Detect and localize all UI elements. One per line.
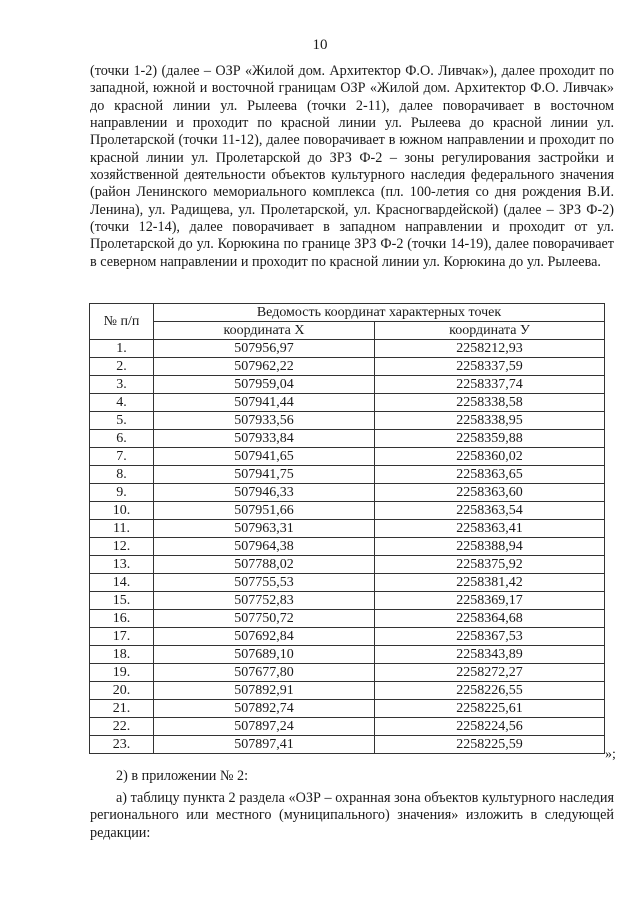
header-coordinate-x: координата X <box>154 322 375 340</box>
point-number-cell: 3. <box>90 376 154 394</box>
table-header-row <box>90 304 605 322</box>
coordinate-x-cell: 507689,10 <box>154 646 375 664</box>
coordinate-x-cell: 507941,65 <box>154 448 375 466</box>
coordinate-x-cell: 507959,04 <box>154 376 375 394</box>
point-number-cell: 18. <box>90 646 154 664</box>
coordinate-y-cell: 2258363,65 <box>375 466 605 484</box>
coordinate-x-cell: 507755,53 <box>154 574 375 592</box>
table-row <box>90 556 605 574</box>
coordinate-y-cell: 2258343,89 <box>375 646 605 664</box>
coordinate-x-cell: 507677,80 <box>154 664 375 682</box>
coordinate-y-cell: 2258225,61 <box>375 700 605 718</box>
coordinate-x-cell: 507752,83 <box>154 592 375 610</box>
coordinate-x-cell: 507897,24 <box>154 718 375 736</box>
coordinate-y-cell: 2258272,27 <box>375 664 605 682</box>
coordinate-x-cell: 507964,38 <box>154 538 375 556</box>
coordinates-table-body <box>90 340 605 754</box>
point-number-cell: 9. <box>90 484 154 502</box>
coordinate-x-cell: 507941,44 <box>154 394 375 412</box>
table-row <box>90 682 605 700</box>
coordinate-y-cell: 2258224,56 <box>375 718 605 736</box>
coordinate-x-cell: 507788,02 <box>154 556 375 574</box>
coordinate-y-cell: 2258369,17 <box>375 592 605 610</box>
coordinate-y-cell: 2258337,74 <box>375 376 605 394</box>
closing-quote: »; <box>605 747 616 762</box>
point-number-cell: 19. <box>90 664 154 682</box>
boundary-description-paragraph: (точки 1-2) (далее – ОЗР «Жилой дом. Архитектор Ф.О. Ливчак»), далее проходит по западной, южной и восточной границам ОЗР «Жилой дом. Архитектор Ф.О. Ливчак» до красной линии ул. Рылеева (точки 2-11), далее поворачивает в восточном направлении и проходит по красной линии ул. Рылеева до красной линии ул. Пролетарской (точки 11-12), далее поворачивает в южном направлении и проходит по красной линии ул. Пролетарской до ЗРЗ Ф-2 – зоны регулирования застройки и хозяйственной деятельности объектов культурного наследия федерального значения (район Ленинского мемориального комплекса (пл. 100-летия со дня рождения В.И. Ленина), ул. Радищева, ул. Пролетарской, ул. Красногвардейской) (далее – ЗРЗ Ф-2) (точки 12-14), далее поворачивает в западном направлении и проходит от ул. Пролетарской до ул. Корюкина по границе ЗРЗ Ф-2 (точки 14-19), далее поворачивает в северном направлении и проходит по красной линии ул. Корюкина до ул. Рылеева. <box>90 63 614 270</box>
coordinate-x-cell: 507946,33 <box>154 484 375 502</box>
point-number-cell: 11. <box>90 520 154 538</box>
coordinate-x-cell: 507941,75 <box>154 466 375 484</box>
coordinate-y-cell: 2258363,54 <box>375 502 605 520</box>
instruction-paragraph: а) таблицу пункта 2 раздела «ОЗР – охранная зона объектов культурного наследия регионального или местного (муниципального) значения» изложить в следующей редакции: <box>90 790 614 841</box>
point-number-cell: 7. <box>90 448 154 466</box>
point-number-cell: 21. <box>90 700 154 718</box>
header-coordinate-y: координата У <box>375 322 605 340</box>
coordinate-y-cell: 2258375,92 <box>375 556 605 574</box>
table-row <box>90 538 605 556</box>
coordinate-x-cell: 507892,91 <box>154 682 375 700</box>
point-number-cell: 12. <box>90 538 154 556</box>
point-number-cell: 15. <box>90 592 154 610</box>
table-row <box>90 592 605 610</box>
coordinate-y-cell: 2258337,59 <box>375 358 605 376</box>
appendix-paragraph: 2) в приложении № 2: <box>116 768 249 784</box>
coordinate-y-cell: 2258367,53 <box>375 628 605 646</box>
table-row <box>90 502 605 520</box>
point-number-cell: 2. <box>90 358 154 376</box>
coordinate-y-cell: 2258388,94 <box>375 538 605 556</box>
coordinate-y-cell: 2258359,88 <box>375 430 605 448</box>
table-row <box>90 574 605 592</box>
point-number-cell: 5. <box>90 412 154 430</box>
table-row <box>90 412 605 430</box>
table-row <box>90 646 605 664</box>
point-number-cell: 23. <box>90 736 154 754</box>
table-row <box>90 700 605 718</box>
coordinate-x-cell: 507897,41 <box>154 736 375 754</box>
coordinate-x-cell: 507962,22 <box>154 358 375 376</box>
point-number-cell: 20. <box>90 682 154 700</box>
table-row <box>90 430 605 448</box>
table-row <box>90 394 605 412</box>
point-number-cell: 1. <box>90 340 154 358</box>
coordinate-y-cell: 2258363,60 <box>375 484 605 502</box>
coordinate-x-cell: 507933,84 <box>154 430 375 448</box>
coordinate-x-cell: 507963,31 <box>154 520 375 538</box>
point-number-cell: 14. <box>90 574 154 592</box>
point-number-cell: 22. <box>90 718 154 736</box>
point-number-cell: 10. <box>90 502 154 520</box>
point-number-cell: 4. <box>90 394 154 412</box>
coordinate-y-cell: 2258363,41 <box>375 520 605 538</box>
table-row <box>90 736 605 754</box>
coordinate-x-cell: 507692,84 <box>154 628 375 646</box>
table-subheader-row <box>90 322 605 340</box>
coordinate-y-cell: 2258360,02 <box>375 448 605 466</box>
table-row <box>90 340 605 358</box>
point-number-cell: 13. <box>90 556 154 574</box>
header-coordinates-group: Ведомость координат характерных точек <box>154 304 605 322</box>
coordinate-y-cell: 2258212,93 <box>375 340 605 358</box>
coordinate-y-cell: 2258364,68 <box>375 610 605 628</box>
table-row <box>90 628 605 646</box>
coordinate-x-cell: 507750,72 <box>154 610 375 628</box>
coordinates-table <box>89 303 605 754</box>
coordinate-x-cell: 507951,66 <box>154 502 375 520</box>
table-row <box>90 718 605 736</box>
coordinate-y-cell: 2258338,95 <box>375 412 605 430</box>
coordinate-x-cell: 507956,97 <box>154 340 375 358</box>
table-row <box>90 376 605 394</box>
table-row <box>90 466 605 484</box>
coordinate-y-cell: 2258226,55 <box>375 682 605 700</box>
table-row <box>90 358 605 376</box>
table-row <box>90 610 605 628</box>
point-number-cell: 16. <box>90 610 154 628</box>
point-number-cell: 8. <box>90 466 154 484</box>
coordinate-y-cell: 2258225,59 <box>375 736 605 754</box>
table-row <box>90 484 605 502</box>
table-row <box>90 448 605 466</box>
coordinate-y-cell: 2258338,58 <box>375 394 605 412</box>
point-number-cell: 6. <box>90 430 154 448</box>
table-row <box>90 520 605 538</box>
coordinate-x-cell: 507892,74 <box>154 700 375 718</box>
page-number: 10 <box>312 37 328 53</box>
coordinate-y-cell: 2258381,42 <box>375 574 605 592</box>
header-number: № п/п <box>90 304 154 340</box>
table-row <box>90 664 605 682</box>
point-number-cell: 17. <box>90 628 154 646</box>
coordinate-x-cell: 507933,56 <box>154 412 375 430</box>
